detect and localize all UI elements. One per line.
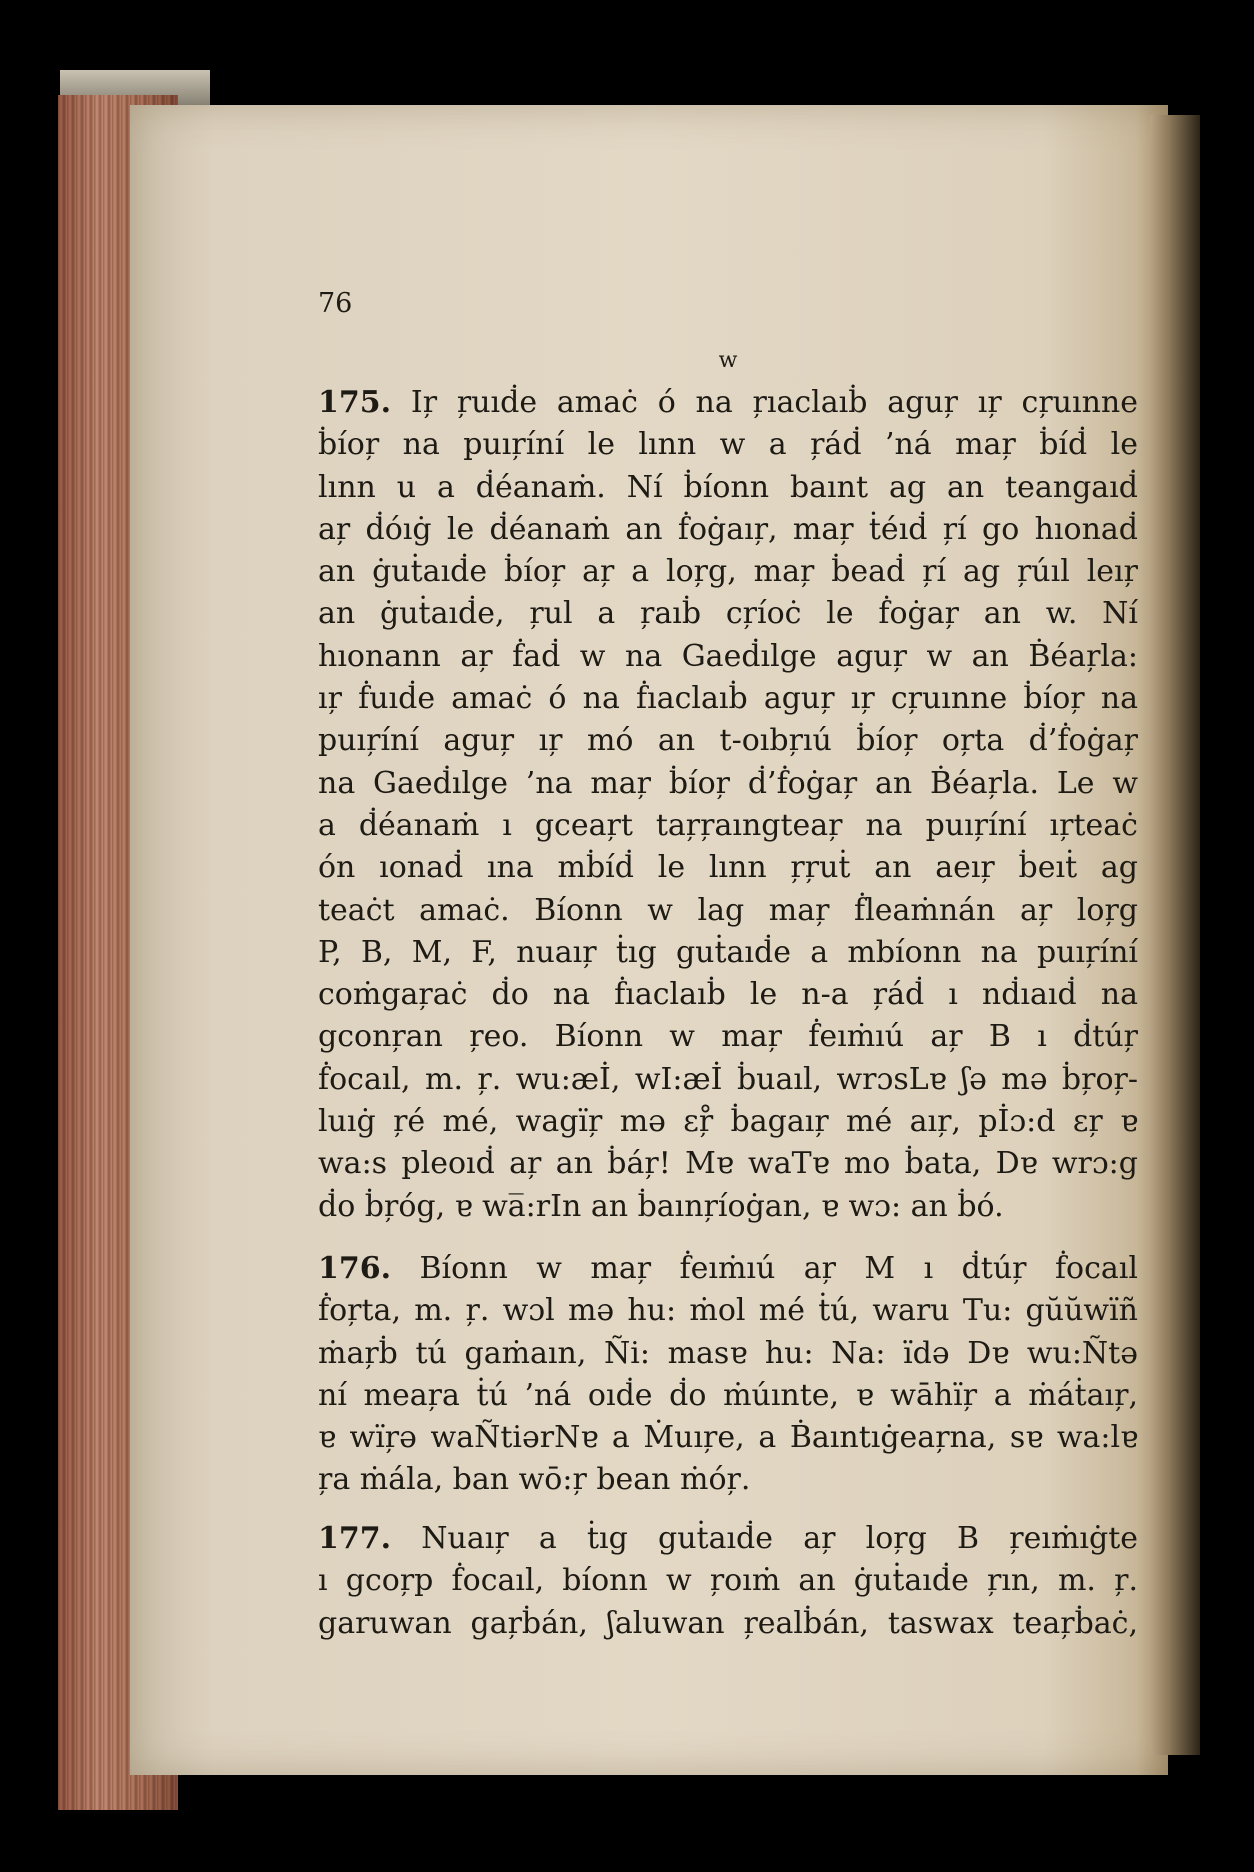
paragraph-line: 175. Iŗ ŗuıḋe amaċ ó na ŗıaclaıḃ aguŗ ıŗ cŗuınne (318, 385, 1138, 420)
page-number: 76 (318, 288, 353, 319)
paragraph-number: 176. (318, 1251, 392, 1286)
page-edge-right (1150, 115, 1200, 1755)
paragraph-line: ḃíoŗ na puıŗíní le lınn w a ŗáḋ ’ná maŗ ḃíḋ le (318, 427, 1138, 463)
paragraph-line: lınn u a ḋéanaṁ. Ní ḃíonn baınt ag an teangaıḋ (318, 469, 1138, 505)
paragraph-line: ḟocaıl, m. ŗ. wu:æİ, wI:æİ ḃuaıl, wrɔsLɐ ʃə mə ḃŗoŗ- (318, 1061, 1138, 1097)
paragraph-line: ḋo ḃŗóg, ɐ wa̅:rIn an ḃaınŗíoġan, ɐ wɔ: an ḃó. (318, 1188, 1004, 1224)
paragraph-line: coṁgaŗaċ ḋo na ḟıaclaıḃ le n-a ŗáḋ ı nḋıaıḋ na (318, 977, 1138, 1013)
paragraph-line: ı gcoŗp ḟocaıl, bíonn w ŗoıṁ an ġuṫaıḋe ŗın, m. ŗ. (318, 1563, 1138, 1599)
paragraph-line: hıonann aŗ ḟaḋ w na Gaeḋılge aguŗ w an Ḃéaŗla: (318, 638, 1138, 674)
paragraph-line: 176. Bíonn w maŗ ḟeıṁıú aŗ M ı ḋtúŗ ḟocaıl (318, 1251, 1138, 1286)
paragraph-line: an ġuṫaıḋe ḃíoŗ aŗ a loŗg, maŗ ḃeaḋ ŗí ag ŗúıl leıŗ (318, 554, 1138, 590)
paragraph-line: ní meaŗa ṫú ’ná oıḋe ḋo ṁúınte, ɐ wāhïŗ a ṁáṫaıŗ, (318, 1377, 1138, 1413)
paragraph-176 (318, 1248, 1138, 1502)
paragraph-line: na Gaeḋılge ’na maŗ ḃíoŗ ḋ’ḟoġaŗ an Ḃéaŗla. Le w (318, 765, 1138, 801)
paragraph-177 (318, 1518, 1138, 1645)
paragraph-line: aŗ ḋóıġ le ḋéanaṁ an ḟoġaıŗ, maŗ ṫéıḋ ŗí go hıonaḋ (318, 511, 1138, 547)
paragraph-line: ṁaŗḃ tú gaṁaın, Ñi: masɐ hu: Na: ïdə Dɐ wu:Ñtə (318, 1335, 1138, 1371)
paragraph-line: wa:s pleoıḋ aŗ an ḃáŗ! Mɐ waTɐ mo ḃata, Dɐ wrɔ:g (318, 1146, 1138, 1182)
paragraph-line: an ġuṫaıḋe, ŗul a ŗaıḃ cŗíoċ le ḟoġaŗ an w. Ní (318, 596, 1138, 632)
paragraph-line: ón ıonaḋ ına mḃíḋ le lınn ŗŗuṫ an aeıŗ ḃeıṫ ag (318, 850, 1138, 886)
paragraph-line: garuwan gaŗḃán, ʃaluwan ŗealḃán, taswax teaŗḃaċ, (318, 1605, 1138, 1641)
paragraph-line: ɐ wïŗə waÑtiərNɐ a Ṁuıŗe, a Ḃaıntıġeaŗna, sɐ wa:lɐ (318, 1420, 1138, 1456)
paragraph-175 (318, 382, 1138, 1228)
paragraph-line: gconŗan ŗeo. Bíonn w maŗ ḟeıṁıú aŗ B ı ḋtúŗ (318, 1019, 1138, 1055)
paragraph-line: ŗa ṁála, ban wō:ŗ bean ṁóŗ. (318, 1462, 751, 1498)
paragraph-line: teaċt amaċ. Bíonn w lag maŗ ḟleaṁnán aŗ loŗg (318, 892, 1138, 928)
paragraph-line: ıŗ ḟuıḋe amaċ ó na ḟıaclaıḃ aguŗ ıŗ cŗuınne ḃíoŗ na (318, 681, 1138, 717)
paragraph-line: 177. Nuaıŗ a ṫıg guṫaıḋe aŗ loŗg B ŗeıṁıġte (318, 1521, 1138, 1556)
paragraph-number: 177. (318, 1521, 392, 1556)
paragraph-number: 175. (318, 385, 392, 420)
section-heading: w (718, 348, 738, 373)
paragraph-line: ḟoŗta, m. ŗ. wɔl mə hu: ṁol mé ṫú, waru Tu: gŭŭwïñ (318, 1293, 1138, 1329)
paragraph-line: a ḋéanaṁ ı gceaŗt taŗŗaıngteaŗ na puıŗíní ıŗteaċ (318, 807, 1138, 843)
paragraph-line: P, B, M, F, nuaıŗ ṫıg guṫaıḋe a mbíonn na puıŗíní (318, 934, 1138, 970)
paragraph-line: puıŗíní aguŗ ıŗ mó an t-oıbŗıú ḃíoŗ oŗta ḋ’ḟoġaŗ (318, 723, 1138, 759)
paragraph-line: luıġ ŗé mé, wagïŗ mə ɛŗ̊ ḃagaıŗ mé aıŗ, pİɔ:d ɛŗ ɐ (318, 1104, 1138, 1140)
